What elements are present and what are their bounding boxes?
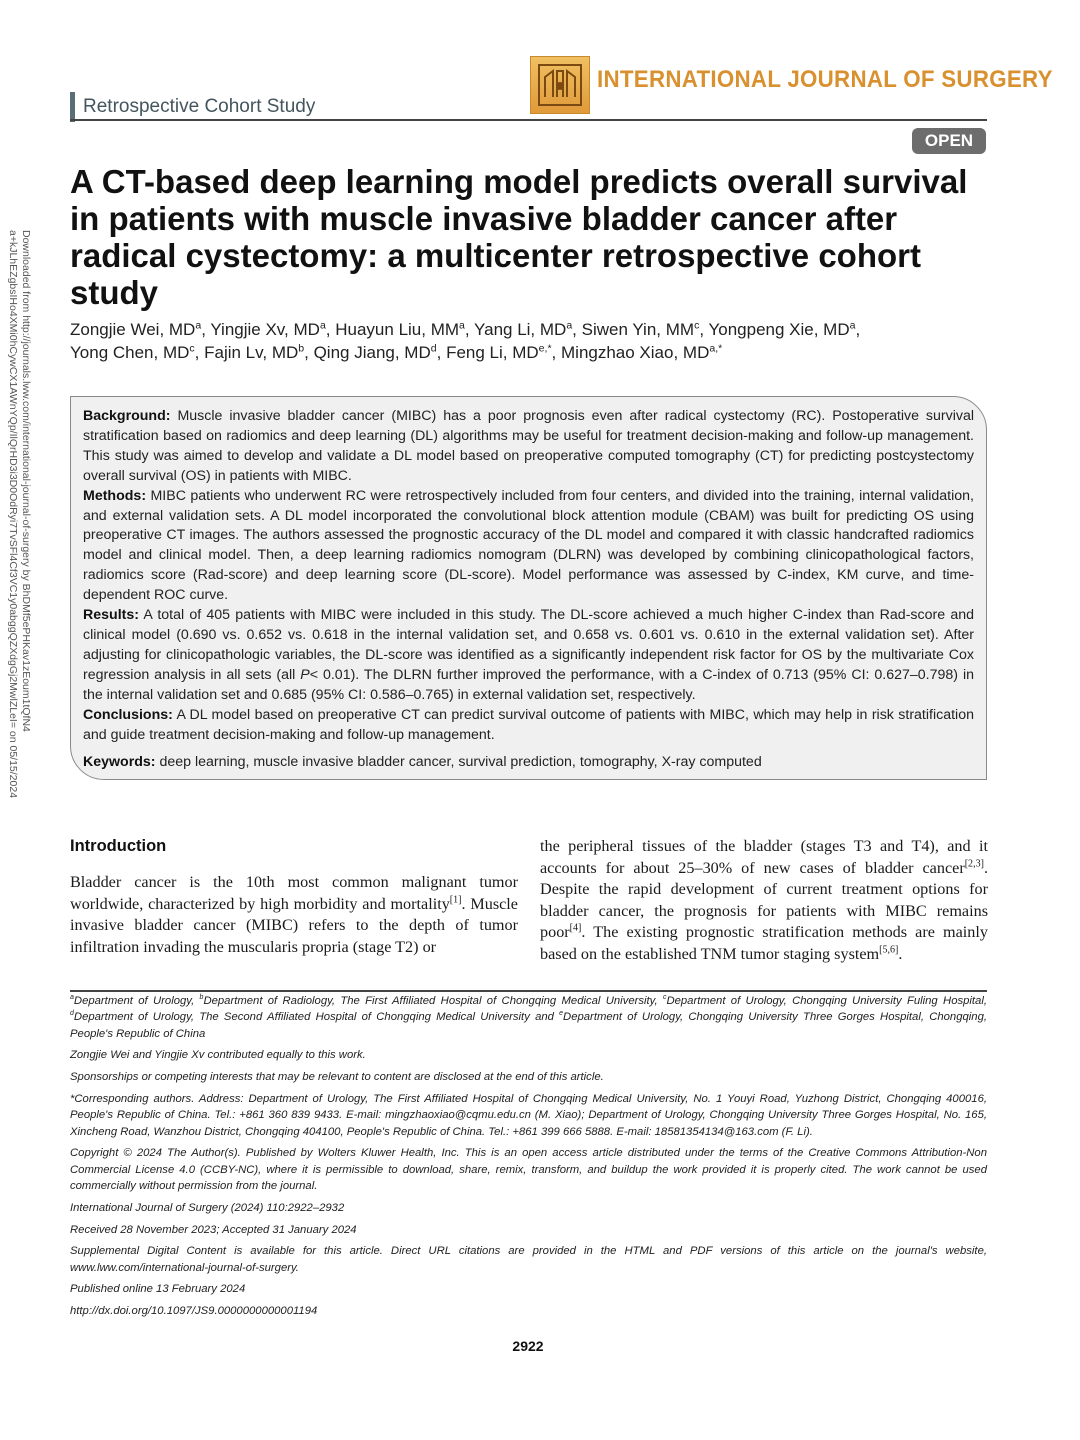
received-accepted-dates: Received 28 November 2023; Accepted 31 January 2024: [70, 1223, 357, 1236]
aff-sup: a: [70, 994, 74, 1002]
author-name: Yong Chen, MD: [70, 343, 190, 362]
introduction-heading: Introduction: [70, 837, 167, 855]
author-affiliation-sup: a: [459, 319, 465, 332]
author-name: Yingjie Xv, MD: [210, 320, 320, 339]
author-affiliation-sup: a: [566, 319, 573, 332]
published-online-date: Published online 13 February 2024: [70, 1283, 246, 1296]
abstract-methods: [83, 487, 974, 606]
author-name: Mingzhao Xiao, MD: [561, 343, 710, 362]
watermark-line-1: Downloaded from http://journals.lww.com/international-journal-of-surgery by BhDMf5ePHKav1zEoum1tQfN4: [20, 230, 32, 732]
author-separator: ,: [551, 343, 561, 362]
author-name: Fajin Lv, MD: [204, 343, 299, 362]
intro-text-b: . Muscle invasive bladder cancer (MIBC) refers to the depth of tumor infiltration invading the muscularis propria (stage T2) or: [70, 894, 518, 956]
author-name: Qing Jiang, MD: [313, 343, 431, 362]
background-label: Background:: [83, 408, 171, 424]
article-type-label: Retrospective Cohort Study: [70, 92, 315, 122]
aff-text: Department of Urology, The Second Affiliated Hospital of Chongqing Medical University and: [73, 1011, 560, 1024]
author-name: Huayun Liu, MM: [335, 320, 460, 339]
intro-text-c: the peripheral tissues of the bladder (stages T3 and T4), and it accounts for about 25–30% of new cases of bladder cancer: [540, 837, 988, 877]
aff-text: Department of Urology, Chongqing University Fuling Hospital,: [666, 995, 987, 1007]
page-number: 2922: [512, 1338, 544, 1354]
author-separator: ,: [194, 343, 205, 362]
author-separator: ,: [325, 320, 336, 339]
author-separator: ,: [436, 343, 447, 362]
header-divider: [70, 119, 987, 121]
intro-text-e: . The existing prognostic stratification methods are mainly based on the established TNM tumor staging system: [540, 923, 988, 963]
download-watermark: [6, 230, 32, 798]
journal-logo-icon: [530, 56, 590, 114]
author-name: Feng Li, MD: [446, 343, 539, 362]
abstract-keywords: [83, 753, 974, 773]
abstract-results: [83, 606, 974, 706]
results-text-b: < 0.01). The DLRN further improved the performance, with a C-index of 0.713 (95% CI: 0.627–0.798) in the internal validation set and 0.685 (95% CI: 0.586–0.765) in external validation set, respectively.: [83, 666, 974, 703]
results-p-symbol: P: [300, 666, 310, 683]
conclusions-label: Conclusions:: [83, 706, 173, 723]
doi-link[interactable]: http://dx.doi.org/10.1097/JS9.0000000000001194: [70, 1305, 318, 1318]
intro-paragraph-right: [540, 836, 988, 966]
keywords-text: deep learning, muscle invasive bladder cancer, survival prediction, tomography, X-ray computed: [159, 754, 762, 771]
methods-text: MIBC patients who underwent RC were retrospectively included from four centers, and divided into the training, internal validation, and external validation sets. A DL model incorporated the convolutional block attention module (CBAM) was built for predicting OS using preoperative CT images. The authors assessed the prognostic accuracy of the DL model and compared it with classic handcrafted radiomics model and clinical model. Then, a deep learning radiomics nomogram (DLRN) was developed by combining clinicopathological factors, radiomics score (Rad-score) and deep learning score (DL-score). Model performance was assessed by C-index, KM curve, and time-dependent ROC curve.: [83, 487, 974, 604]
journal-name: INTERNATIONAL JOURNAL OF SURGERY: [597, 66, 1053, 93]
conclusions-text: A DL model based on preoperative CT can predict survival outcome of patients with MIBC, which may help in risk stratification and guide treatment decision-making and follow-up management.: [83, 706, 974, 743]
author-separator: ,: [304, 343, 314, 362]
author-name: Siwen Yin, MM: [581, 320, 695, 339]
aff-sup: e: [559, 1010, 564, 1018]
body-column-left: [70, 836, 518, 958]
aff-sup: d: [70, 1010, 74, 1018]
author-separator: ,: [201, 320, 211, 339]
author-affiliation-sup: a,*: [709, 342, 723, 355]
author-name: Zongjie Wei, MD: [70, 320, 196, 339]
methods-label: Methods:: [83, 487, 147, 504]
open-access-badge: OPEN: [912, 128, 986, 154]
aff-sup: b: [199, 994, 204, 1002]
citation-ref-link[interactable]: [2,3]: [964, 858, 984, 870]
background-text: Muscle invasive bladder cancer (MIBC) has a poor prognosis even after radical cystectomy (RC). Postoperative survival stratification based on radiomics and deep learning (DL) algorithms may be useful for treatment decision-making and follow-up management. This study was aimed to develop and validate a DL model based on preoperative computed tomography (CT) for predicting postcystectomy overall survival (OS) in patients with MIBC.: [83, 408, 974, 484]
footnotes: [70, 993, 987, 1325]
equal-contribution-note: Zongjie Wei and Yingjie Xv contributed equally to this work.: [70, 1049, 366, 1062]
keywords-label: Keywords:: [83, 754, 156, 771]
author-separator: ,: [855, 320, 861, 339]
supplemental-content-note: Supplemental Digital Content is available for this article. Direct URL citations are provided in the HTML and PDF versions of this article on the journal's website, www.lww.com/international-journal-of-surgery.: [70, 1245, 987, 1274]
author-affiliation-sup: a: [849, 319, 856, 332]
author-name: Yang Li, MD: [474, 320, 567, 339]
results-label: Results:: [83, 607, 139, 624]
intro-text-d: . Despite the rapid development of current treatment options for bladder cancer, the prognosis for patients with MIBC remains poor: [540, 858, 988, 942]
body-column-right: [540, 836, 988, 966]
author-separator: ,: [572, 320, 582, 339]
watermark-line-2: a+kJLhEZgbsIHo4XMi0hCywCX1AWnYQp/IlQrHD3i3D0OdRyi7TvSFl4Cf3VC1y0abggQZXdgGj2MwlZLeI= on 05/15/2024: [7, 230, 19, 799]
aff-text: Department of Radiology, The First Affiliated Hospital of Chongqing Medical University,: [203, 995, 663, 1007]
author-affiliation-sup: c: [189, 342, 195, 355]
author-affiliation-sup: c: [694, 319, 700, 332]
citation-ref-link[interactable]: [4]: [569, 922, 582, 934]
citation-ref-link[interactable]: [5,6]: [879, 944, 899, 956]
results-text-a: A total of 405 patients with MIBC were included in this study. The DL-score achieved a much higher C-index than Rad-score and clinical model (0.690 vs. 0.652 vs. 0.618 in the internal validation set, and 0.658 vs. 0.601 vs. 0.610 in the external validation set). After adjusting for clinicopathologic variables, the DL-score was identified as a significantly independent risk factor for OS by the multivariate Cox regression analysis in all sets (all: [83, 607, 974, 683]
author-affiliation-sup: d: [430, 342, 437, 355]
intro-text-a: Bladder cancer is the 10th most common malignant tumor worldwide, characterized by high morbidity and mortality: [70, 873, 518, 913]
author-affiliation-sup: e,*: [538, 342, 552, 355]
citation-ref-link[interactable]: [1]: [449, 894, 462, 906]
corresponding-authors-note: *Corresponding authors. Address: Department of Urology, The First Affiliated Hospital of Chongqing Medical University, No. 1 Youyi Road, Yuzhong District, Chongqing 400016, People's Republic of China. Tel.: +861 360 839 9433. E-mail: mingzhaoxiao@cqmu.edu.cn (M. Xiao); Department of Urology, Chongqing University Three Gorges Hospital, No. 165, Xincheng Road, Wanzhou District, Chongqing 404100, People's Republic of China. Tel.: +861 399 666 5888. E-mail: 18581354134@163.com (F. Li).: [70, 1092, 987, 1138]
author-name: Yongpeng Xie, MD: [708, 320, 850, 339]
abstract-box: [70, 396, 987, 780]
author-affiliation-sup: a: [195, 319, 202, 332]
author-list: [70, 318, 980, 364]
aff-sup: c: [662, 994, 667, 1002]
article-title: A CT-based deep learning model predicts overall survival in patients with muscle invasive bladder cancer after radical cystectomy: a multicenter retrospective cohort study: [70, 163, 968, 311]
author-separator: ,: [699, 320, 709, 339]
abstract-background: [83, 407, 974, 487]
intro-paragraph-left: [70, 872, 518, 958]
author-affiliation-sup: a: [319, 319, 326, 332]
author-affiliation-sup: b: [298, 342, 305, 355]
aff-text: Department of Urology,: [73, 995, 200, 1007]
intro-text-f: .: [898, 944, 903, 963]
abstract-conclusions: [83, 706, 974, 746]
journal-citation: International Journal of Surgery (2024) 110:2922–2932: [70, 1201, 345, 1214]
copyright-note: Copyright © 2024 The Author(s). Published by Wolters Kluwer Health, Inc. This is an open access article distributed under the terms of the Creative Commons Attribution-Non Commercial License 4.0 (CCBY-NC), where it is permissible to download, share, remix, transform, and buildup the work provided it is properly cited. The work cannot be used commercially without permission from the journal.: [70, 1147, 987, 1192]
footnote-divider: [70, 990, 987, 992]
author-separator: ,: [464, 320, 475, 339]
sponsorship-note: Sponsorships or competing interests that may be relevant to content are disclosed at the end of this article.: [70, 1071, 604, 1084]
affiliations: [70, 993, 987, 1042]
aff-text: Department of Urology, Chongqing University Three Gorges Hospital, Chongqing, People's Republic of China: [70, 1011, 987, 1040]
